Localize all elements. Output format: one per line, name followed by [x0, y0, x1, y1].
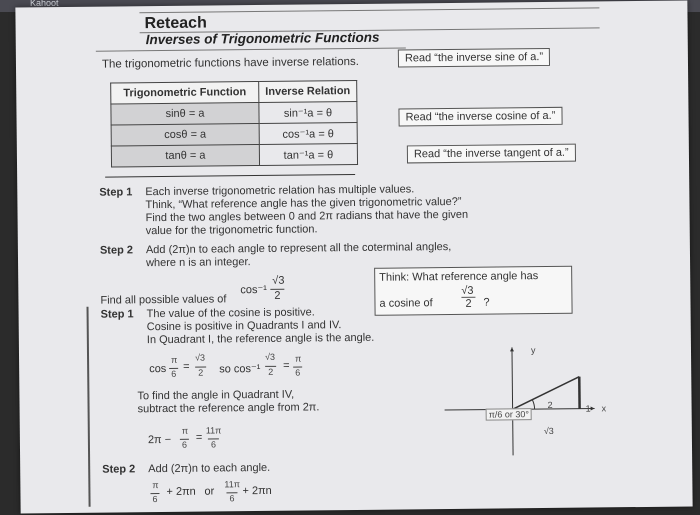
cell-function: sinθ = a: [111, 102, 259, 125]
angle-arc: [533, 400, 535, 409]
sqrt3-numerator: √3: [264, 351, 276, 362]
six-denominator: 6: [150, 493, 159, 504]
find-text: Find all possible values of: [100, 293, 227, 307]
cell-inverse: cos⁻¹a = θ: [259, 122, 357, 144]
ex-step1-line: Cosine is positive in Quadrants I and IV.: [146, 319, 342, 334]
ex-step1-line: The value of the cosine is positive.: [146, 306, 315, 321]
step1-line: Think, “What reference angle has the given trigonometric value?”: [145, 195, 462, 212]
opposite-label: 1: [585, 403, 591, 414]
step2-line: where n is an integer.: [145, 256, 251, 270]
cell-function: cosθ = a: [111, 123, 259, 146]
intro-text: The trigonometric functions have inverse relations.: [101, 55, 359, 71]
quadrant4-line: subtract the reference angle from 2π.: [137, 401, 320, 416]
two-denominator: 2: [195, 367, 206, 378]
think-denominator: 2: [461, 297, 475, 310]
header-function: Trigonometric Function: [111, 81, 259, 104]
cell-inverse: tan⁻¹a = θ: [259, 143, 357, 165]
table-row: [111, 122, 357, 146]
trig-table: [110, 80, 358, 168]
angle-diagram: [439, 336, 600, 458]
page-subtitle: Inverses of Trigonometric Functions: [145, 29, 380, 48]
tab-label[interactable]: Kahoot: [30, 0, 59, 8]
pi-numerator: π: [152, 480, 159, 491]
step1-label: Step 1: [99, 186, 133, 199]
read-box-sine: Read “the inverse sine of a.”: [398, 48, 550, 68]
angle-label: π/6 or 30°: [486, 408, 532, 420]
step1-line: Find the two angles between 0 and 2π radians that have the given: [145, 208, 469, 225]
read-box-tangent: Read “the inverse tangent of a.”: [407, 144, 576, 164]
think-a-cosine-of: a cosine of: [379, 297, 433, 310]
ex-step2-line: Add (2π)n to each angle.: [148, 461, 271, 476]
quadrant4-line: To find the angle in Quadrant IV,: [137, 388, 295, 403]
worksheet-page: [15, 0, 692, 513]
ex-step2-label: Step 2: [102, 463, 136, 476]
six-denominator: 6: [180, 439, 189, 450]
table-header-row: [111, 80, 357, 104]
two-denominator: 2: [265, 366, 276, 377]
step2-label: Step 2: [99, 244, 133, 257]
two-pi-minus: 2π −: [147, 433, 172, 447]
equals-sign: =: [195, 431, 203, 444]
pi-numerator: π: [171, 354, 178, 365]
pi-numerator: π: [181, 425, 189, 436]
sqrt3-numerator: √3: [194, 352, 206, 363]
think-line: Think: What reference angle has: [379, 270, 539, 284]
think-sqrt3: √3: [461, 284, 474, 297]
cell-function: tanθ = a: [111, 144, 259, 167]
step1-line: Each inverse trigonometric relation has multiple values.: [145, 183, 415, 199]
or-text: or: [204, 485, 215, 498]
step1-line: value for the trigonometric function.: [145, 223, 318, 238]
y-axis: [512, 347, 513, 455]
think-question: ?: [483, 296, 490, 309]
step2-line: Add (2π)n to each angle to represent all the coterminal angles,: [145, 240, 452, 257]
pi-numerator: π: [295, 353, 302, 364]
hypotenuse-line: [512, 377, 579, 410]
x-arrowhead: [591, 406, 595, 410]
so-cos-inverse: so cos⁻¹: [219, 362, 261, 376]
table-bottom-rule: [105, 174, 355, 178]
x-axis-label: x: [601, 403, 607, 414]
table-row: [111, 143, 357, 167]
table-row: [111, 101, 357, 125]
page-title: Reteach: [144, 14, 207, 33]
read-box-cosine: Read “the inverse cosine of a.”: [398, 107, 562, 127]
cos-inverse-label: cos⁻¹: [240, 283, 267, 297]
think-box: [374, 266, 572, 316]
top-rule: [139, 7, 599, 13]
six-denominator: 6: [169, 368, 178, 379]
subtitle-rule: [96, 47, 406, 51]
equals-sign: =: [183, 360, 190, 373]
y-arrowhead: [510, 347, 514, 351]
eleven-pi-numerator: 11π: [205, 425, 222, 436]
y-axis-label: y: [530, 345, 536, 356]
ex-step1-line: In Quadrant I, the reference angle is the angle.: [146, 331, 375, 347]
six-denominator: 6: [208, 438, 219, 449]
fraction-numerator: √3: [272, 274, 285, 287]
six-denominator: 6: [226, 492, 237, 503]
fraction-denominator: 2: [270, 289, 284, 302]
plus-2pi-n: + 2πn: [242, 484, 272, 498]
equals-sign: =: [283, 359, 290, 372]
ex-step1-label: Step 1: [100, 308, 134, 321]
eleven-pi-numerator: 11π: [224, 479, 240, 490]
cell-inverse: sin⁻¹a = θ: [259, 101, 357, 123]
cos-label: cos: [149, 362, 167, 376]
left-margin-bar: [87, 307, 91, 507]
hypotenuse-label: 2: [547, 399, 553, 410]
adjacent-label: √3: [543, 425, 554, 437]
plus-2pi-n: + 2πn: [166, 485, 196, 498]
header-inverse: Inverse Relation: [259, 80, 357, 102]
six-denominator: 6: [293, 367, 302, 378]
